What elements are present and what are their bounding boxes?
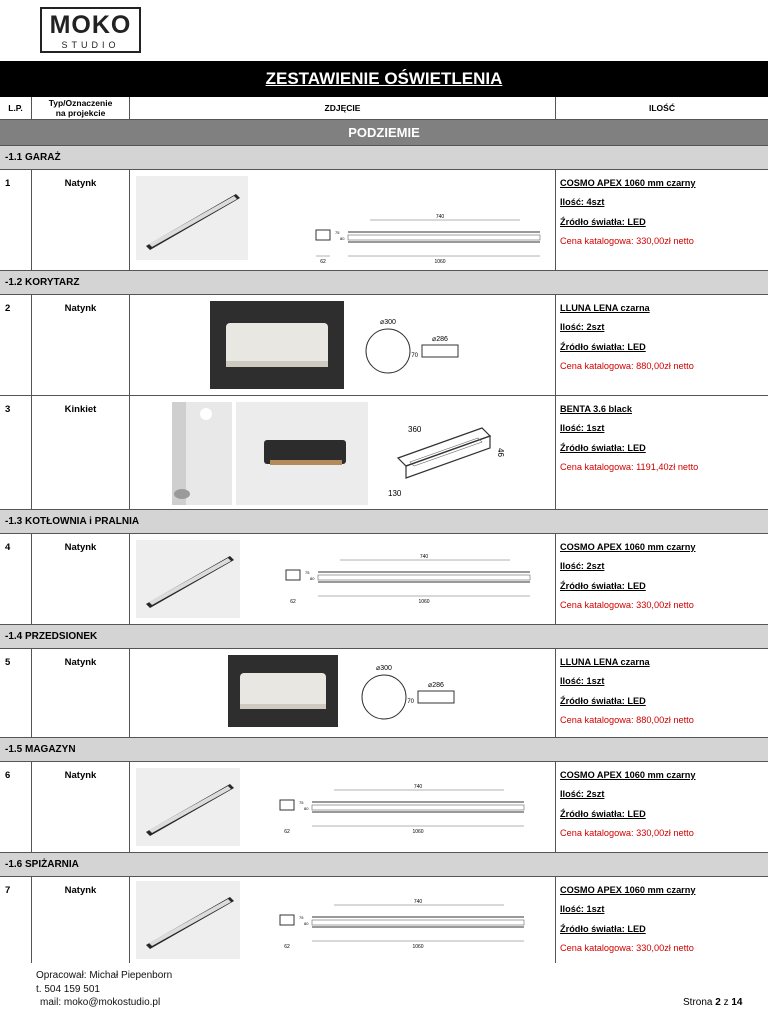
product-name: COSMO APEX 1060 mm czarny: [560, 178, 696, 188]
lluna-technical-drawing: [356, 661, 456, 726]
row-lp: 2: [0, 295, 32, 395]
page-total: 14: [731, 997, 743, 1008]
row-lp: 3: [0, 396, 32, 509]
lluna-photo: [210, 301, 344, 389]
row-type: Natynk: [32, 649, 130, 737]
header-type-line1: Typ/Oznaczenie: [48, 98, 113, 108]
room-header: -1.2 KORYTARZ: [0, 271, 768, 295]
benta-dim-depth: 130: [388, 489, 402, 498]
benta-room-image: [172, 402, 232, 505]
row-lp: 4: [0, 534, 32, 624]
apex-dim-width: 62: [284, 944, 290, 950]
row-type: Natynk: [32, 762, 130, 852]
apex-dim-h1: 75: [305, 570, 310, 575]
row-photo: [130, 877, 556, 963]
table-header-row: [0, 97, 768, 120]
product-qty: Ilość: 2szt: [560, 561, 605, 572]
product-light-source: Źródło światła: LED: [560, 341, 646, 352]
lighting-schedule-table: [0, 61, 768, 963]
product-price: Cena katalogowa: 330,00zł netto: [560, 600, 694, 611]
section-basement: PODZIEMIE: [0, 120, 768, 146]
row-photo: [130, 649, 556, 737]
header-photo: ZDJĘCIE: [130, 97, 556, 119]
row-photo: [130, 295, 556, 395]
apex-dim-total: 1060: [412, 944, 424, 950]
row-info: [556, 649, 768, 737]
row-type: Natynk: [32, 170, 130, 270]
document-title: ZESTAWIENIE OŚWIETLENIA: [0, 61, 768, 97]
table-row: [0, 295, 768, 396]
product-name: LLUNA LENA czarna: [560, 303, 650, 313]
room-header: -1.5 MAGAZYN: [0, 738, 768, 762]
row-photo: [130, 396, 556, 509]
apex-photo: [136, 768, 240, 846]
apex-luminaire-image: [136, 768, 240, 846]
product-qty: Ilość: 4szt: [560, 197, 605, 208]
apex-dim-width: 62: [320, 259, 326, 265]
product-price: Cena katalogowa: 880,00zł netto: [560, 715, 694, 726]
apex-dim-total: 1060: [418, 599, 430, 605]
apex-luminaire-image: [136, 881, 240, 959]
apex-luminaire-image: [136, 176, 248, 260]
product-light-source: Źródło światła: LED: [560, 808, 646, 819]
row-lp: 7: [0, 877, 32, 963]
apex-dim-h2: 80: [310, 576, 315, 581]
table-row: [0, 877, 768, 963]
lluna-photo: [228, 655, 338, 727]
benta-product-photo: [236, 402, 368, 505]
lluna-dim-diameter-inner: ⌀286: [432, 336, 448, 343]
apex-dim-length: 740: [413, 899, 423, 905]
lluna-luminaire-image: [228, 655, 338, 727]
product-light-source: Źródło światła: LED: [560, 923, 646, 934]
apex-technical-drawing: [274, 895, 534, 958]
row-info: [556, 295, 768, 395]
product-qty: Ilość: 1szt: [560, 676, 605, 687]
lluna-dim-height: 70: [407, 699, 414, 705]
moko-studio-logo: [40, 7, 141, 53]
header-type-line2: na projekcie: [55, 108, 106, 118]
footer-email: mail: moko@mokostudio.pl: [40, 997, 161, 1008]
benta-dim-height: 46: [496, 448, 505, 457]
apex-photo: [136, 881, 240, 959]
benta-installed-photo: [172, 402, 232, 505]
table-row: [0, 762, 768, 853]
row-type: Natynk: [32, 534, 130, 624]
room-header: -1.4 PRZEDSIONEK: [0, 625, 768, 649]
row-info: [556, 534, 768, 624]
room-header: -1.1 GARAŻ: [0, 146, 768, 170]
lluna-dim-diameter-inner: ⌀286: [428, 682, 444, 689]
row-type: Kinkiet: [32, 396, 130, 509]
row-info: [556, 396, 768, 509]
apex-dim-length: 740: [419, 554, 429, 560]
product-qty: Ilość: 1szt: [560, 423, 605, 434]
table-row: [0, 170, 768, 271]
row-info: [556, 877, 768, 963]
apex-dim-h1: 75: [299, 800, 304, 805]
product-qty: Ilość: 2szt: [560, 789, 605, 800]
apex-dim-length: 740: [413, 784, 423, 790]
row-lp: 5: [0, 649, 32, 737]
product-name: COSMO APEX 1060 mm czarny: [560, 885, 696, 895]
apex-dim-total: 1060: [412, 829, 424, 835]
product-price: Cena katalogowa: 880,00zł netto: [560, 361, 694, 372]
lluna-dim-diameter: ⌀300: [376, 665, 392, 672]
row-type: Natynk: [32, 295, 130, 395]
room-header: -1.3 KOTŁOWNIA i PRALNIA: [0, 510, 768, 534]
lluna-dim-height: 70: [411, 353, 418, 359]
lluna-technical-drawing: [360, 315, 460, 380]
product-light-source: Źródło światła: LED: [560, 580, 646, 591]
page-current: 2: [715, 997, 721, 1008]
apex-dim-total: 1060: [434, 259, 446, 265]
benta-luminaire-image: [236, 402, 368, 505]
row-lp: 6: [0, 762, 32, 852]
room-header: -1.6 SPIŻARNIA: [0, 853, 768, 877]
page-number: [683, 997, 743, 1008]
page-separator: z: [720, 997, 732, 1008]
benta-technical-drawing: [378, 408, 504, 503]
row-photo: [130, 534, 556, 624]
apex-dim-width: 62: [290, 599, 296, 605]
footer-author: Opracował: Michał Piepenborn: [36, 970, 173, 981]
product-price: Cena katalogowa: 1191,40zł netto: [560, 462, 699, 473]
apex-technical-drawing: [280, 550, 540, 613]
row-type: Natynk: [32, 877, 130, 963]
product-name: COSMO APEX 1060 mm czarny: [560, 542, 696, 552]
product-light-source: Źródło światła: LED: [560, 216, 646, 227]
apex-photo: [136, 540, 240, 618]
product-light-source: Źródło światła: LED: [560, 695, 646, 706]
footer-phone: t. 504 159 501: [36, 984, 100, 995]
row-info: [556, 170, 768, 270]
product-qty: Ilość: 2szt: [560, 322, 605, 333]
apex-dim-width: 62: [284, 829, 290, 835]
product-qty: Ilość: 1szt: [560, 904, 605, 915]
apex-photo: [136, 176, 248, 260]
apex-dim-h1: 75: [335, 230, 340, 235]
benta-dim-length: 360: [408, 425, 422, 434]
table-row: [0, 649, 768, 738]
apex-technical-drawing: [274, 780, 534, 843]
logo-sub-text: STUDIO: [61, 40, 120, 50]
row-info: [556, 762, 768, 852]
apex-luminaire-image: [136, 540, 240, 618]
product-name: COSMO APEX 1060 mm czarny: [560, 770, 696, 780]
page-prefix: Strona: [683, 997, 716, 1008]
header-lp: L.P.: [0, 97, 32, 119]
apex-dim-h2: 80: [304, 921, 309, 926]
product-name: BENTA 3.6 black: [560, 404, 632, 414]
row-photo: [130, 762, 556, 852]
apex-dim-length: 740: [435, 214, 445, 220]
table-row: [0, 396, 768, 510]
product-name: LLUNA LENA czarna: [560, 657, 650, 667]
lluna-luminaire-image: [210, 301, 344, 389]
lluna-dim-diameter: ⌀300: [380, 319, 396, 326]
header-type: [32, 97, 130, 119]
product-price: Cena katalogowa: 330,00zł netto: [560, 828, 694, 839]
apex-technical-drawing: [310, 210, 550, 273]
header-qty: ILOŚĆ: [649, 103, 675, 113]
product-price: Cena katalogowa: 330,00zł netto: [560, 236, 694, 247]
row-photo: [130, 170, 556, 270]
product-light-source: Źródło światła: LED: [560, 442, 646, 453]
product-price: Cena katalogowa: 330,00zł netto: [560, 943, 694, 954]
row-lp: 1: [0, 170, 32, 270]
apex-dim-h2: 80: [340, 236, 345, 241]
table-row: [0, 534, 768, 625]
apex-dim-h1: 75: [299, 915, 304, 920]
apex-dim-h2: 80: [304, 806, 309, 811]
logo-main-text: MOKO: [49, 11, 132, 39]
